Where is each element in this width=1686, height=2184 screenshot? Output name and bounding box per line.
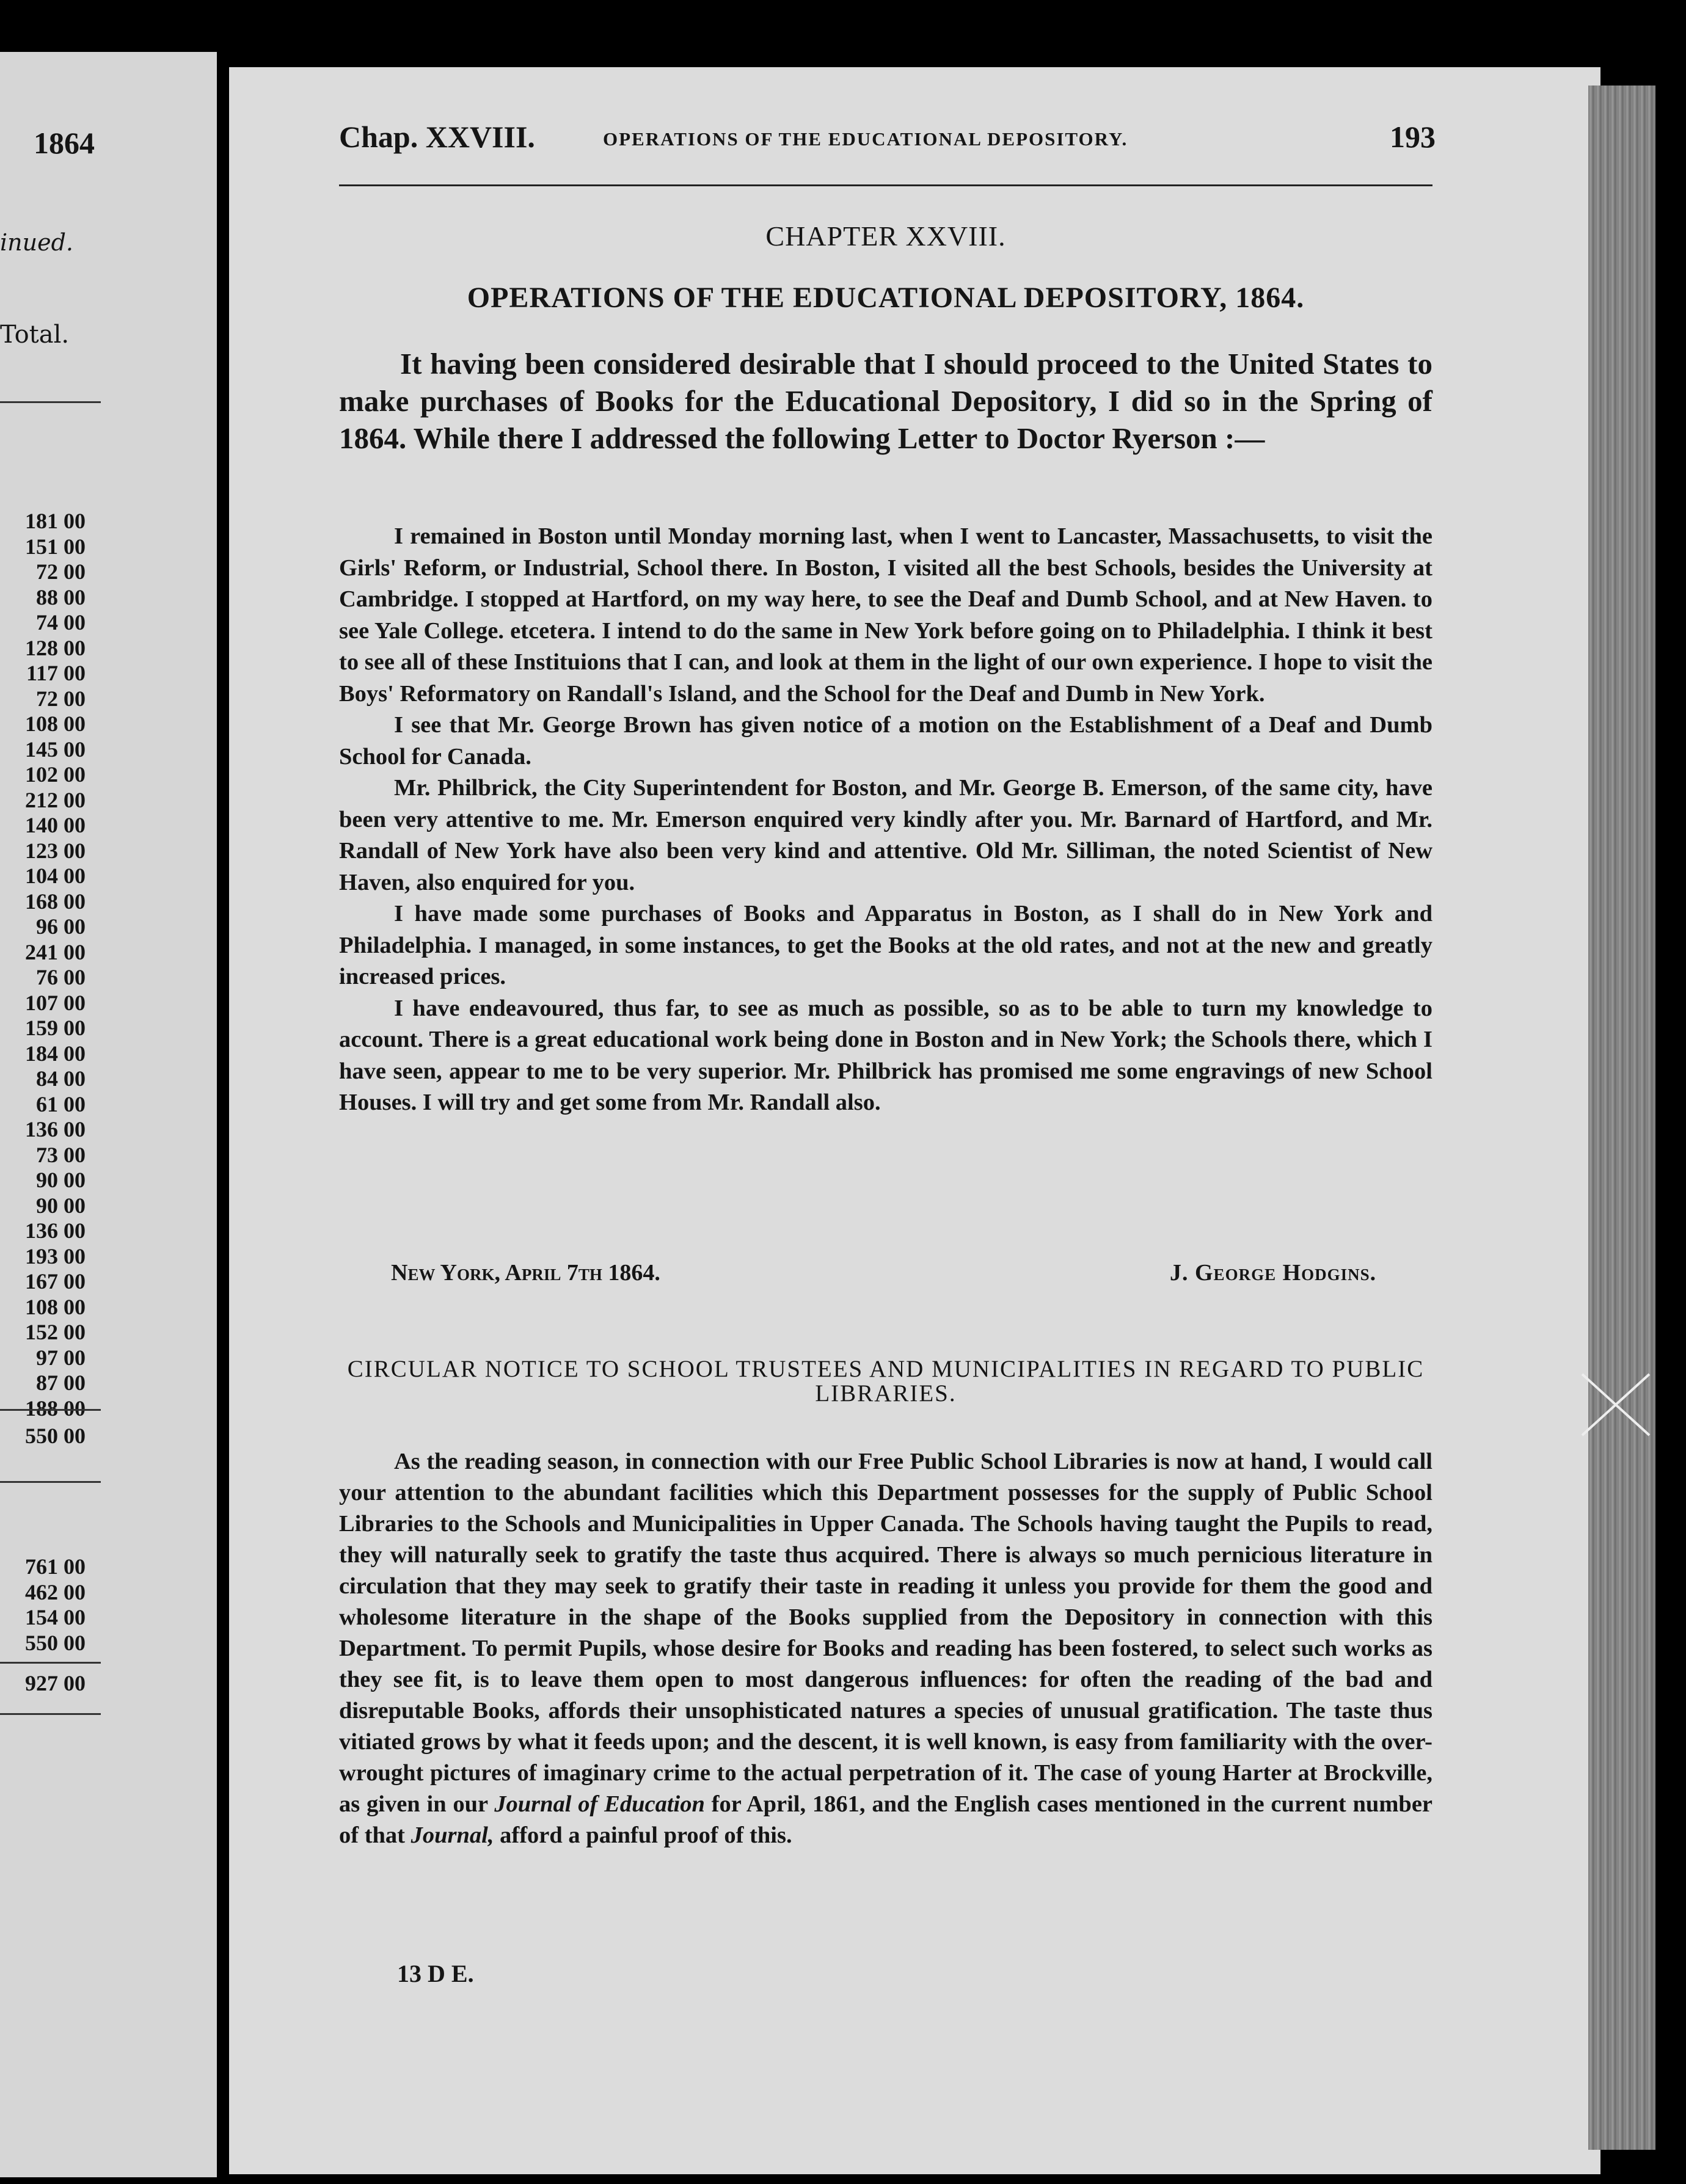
left-page-total-header: Total. bbox=[0, 321, 70, 349]
left-page-subtotal: 550 00 bbox=[25, 1424, 86, 1448]
left-page-number: 74 00 bbox=[36, 610, 86, 635]
book-gutter bbox=[217, 0, 229, 2184]
left-page-number: 462 00 bbox=[25, 1579, 86, 1604]
running-head bbox=[339, 119, 1439, 162]
left-page-number-column-2 bbox=[0, 1554, 86, 1656]
left-page-number: 184 00 bbox=[25, 1041, 86, 1066]
page-edges bbox=[1588, 86, 1655, 2150]
left-page-number: 84 00 bbox=[36, 1066, 86, 1091]
left-page-year: 1864 bbox=[34, 126, 95, 160]
left-page-number: 104 00 bbox=[25, 864, 86, 888]
left-page-number: 123 00 bbox=[25, 838, 86, 863]
left-page-number: 90 00 bbox=[36, 1193, 86, 1218]
left-page-number: 87 00 bbox=[36, 1370, 86, 1395]
header-rule bbox=[339, 184, 1432, 186]
section-title: OPERATIONS OF THE EDUCATIONAL DEPOSITORY, 1864. bbox=[467, 282, 1305, 314]
left-page-number-column bbox=[0, 509, 86, 1421]
left-page-number: 159 00 bbox=[25, 1016, 86, 1040]
circular-text-part1: As the reading season, in connection with our Free Public School Libraries is now at hand, I would call your attention to the abundant facilities which this Department possesses for the supply of Public School Libraries to the Schools and Municipalities in Upper Canada. The Schools having taught the Pupils to read, they will naturally seek to gratify the taste thus acquired. There is always so much pernicious literature in circulation that they may seek to gratify their taste in reading it unless you provide for them the good and wholesome literature in the shape of the Books supplied from the Depository in connection with this Department. To permit Pupils, whose desire for Books and reading has been fostered, to select such works as they see fit, is to leave them open to most dangerous influences: for often the reading of the bad and disreputable Books, affords their unsophisticated natures a species of unusual gratification. The taste thus vitiated grows by what it feeds upon; and the descent, it is well known, is easy from familiarity with the over-wrought pictures of imaginary crime to the actual perpetration of it. The case of young Harter at Brockville, as given in our bbox=[339, 1449, 1432, 1817]
journal-title-italic: Journal of Education bbox=[494, 1791, 705, 1817]
left-page-grand-total: 927 00 bbox=[25, 1671, 86, 1695]
left-page-number: 88 00 bbox=[36, 584, 86, 610]
letter-paragraph: I see that Mr. George Brown has given notice of a motion on the Establishment of a Deaf and Dumb School for Canada. bbox=[339, 712, 1432, 770]
left-page-number: 107 00 bbox=[25, 990, 86, 1015]
left-page-number: 167 00 bbox=[25, 1269, 86, 1294]
circular-text-part3: afford a painful proof of this. bbox=[494, 1822, 792, 1848]
left-facing-page bbox=[0, 52, 217, 2177]
left-page-number: 761 00 bbox=[25, 1554, 86, 1579]
circular-paragraph bbox=[339, 1446, 1432, 1851]
letter-paragraph: I have made some purchases of Books and Apparatus in Boston, as I shall do in New York and Philadelphia. I managed, in some instances, to get the Books at the old rates, and not at the new and greatly increased prices. bbox=[339, 901, 1432, 989]
left-page-rule bbox=[0, 1713, 101, 1715]
left-page-number: 550 00 bbox=[25, 1630, 86, 1655]
left-page-number: 128 00 bbox=[25, 635, 86, 660]
letter-paragraph: I have endeavoured, thus far, to see as much as possible, so as to be able to turn my knowledge to account. There is a great educational work being done in Boston and in New York; the Schools there, which I have seen, appear to me to be very superior. Mr. Philbrick has promised me some engravings of new School Houses. I will try and get some from Mr. Randall also. bbox=[339, 995, 1432, 1115]
left-page-number: 241 00 bbox=[25, 939, 86, 964]
left-page-number: 152 00 bbox=[25, 1320, 86, 1344]
letter-signature: J. George Hodgins. bbox=[1170, 1260, 1377, 1286]
page-corner-mark-icon bbox=[1576, 1368, 1655, 1441]
left-page-number: 72 00 bbox=[36, 686, 86, 711]
left-page-rule bbox=[0, 1409, 101, 1411]
running-head-chapter: Chap. XXVIII. bbox=[339, 120, 535, 154]
left-page-number: 136 00 bbox=[25, 1218, 86, 1243]
circular-title: CIRCULAR NOTICE TO SCHOOL TRUSTEES AND MUNICIPALITIES IN REGARD TO PUBLIC LIBRARIES. bbox=[347, 1356, 1425, 1407]
left-page-continued: inued. bbox=[0, 229, 73, 256]
left-page-number: 136 00 bbox=[25, 1117, 86, 1141]
left-page-number: 140 00 bbox=[25, 813, 86, 837]
left-page-number: 108 00 bbox=[25, 1294, 86, 1319]
left-page-number: 97 00 bbox=[36, 1345, 86, 1370]
left-page-number: 151 00 bbox=[25, 534, 86, 559]
left-page-number: 76 00 bbox=[36, 965, 86, 989]
left-page-rule bbox=[0, 1662, 101, 1664]
journal-title-italic-2: Journal, bbox=[411, 1822, 494, 1848]
running-head-title: OPERATIONS OF THE EDUCATIONAL DEPOSITORY. bbox=[603, 128, 1128, 150]
letter-paragraph: I remained in Boston until Monday morning last, when I went to Lancaster, Massachusetts, to visit the Girls' Reform, or Industrial, School there. In Boston, I visited all the best Schools, besides the University at Cambridge. I stopped at Hartford, on my way here, to see the Deaf and Dumb School, and at New Haven. to see Yale College. etcetera. I intend to do the same in New York before going on to Philadelphia. I think it best to see all of these Instituions that I can, and look at them in the light of our own experience. I hope to visit the Boys' Reformatory on Randall's Island, and the School for the Deaf and Dumb in New York. bbox=[339, 523, 1432, 707]
left-page-number: 181 00 bbox=[25, 509, 86, 533]
letter-place-date: New York, April 7th 1864. bbox=[391, 1260, 660, 1286]
left-page-number: 73 00 bbox=[36, 1142, 86, 1167]
page-number: 193 bbox=[1390, 120, 1436, 154]
left-page-number: 193 00 bbox=[25, 1243, 86, 1269]
left-page-number: 90 00 bbox=[36, 1168, 86, 1192]
lead-text: It having been considered desirable that I should proceed to the United States to make purchases of Books for the Educational Depository, I did so in the Spring of 1864. While there I addressed the following Letter to Doctor Ryerson :— bbox=[339, 347, 1432, 455]
letter-body bbox=[339, 521, 1432, 1119]
left-page-number: 145 00 bbox=[25, 737, 86, 762]
left-page-number: 96 00 bbox=[36, 914, 86, 939]
lead-paragraph bbox=[339, 345, 1432, 457]
circular-body bbox=[339, 1446, 1432, 1851]
letter-paragraph: Mr. Philbrick, the City Superintendent for Boston, and Mr. George B. Emerson, of the same city, have been very attentive to me. Mr. Emerson enquired very kindly after you. Mr. Barnard of Hartford, and Mr. Randall of New York have also been very kind and attentive. Old Mr. Silliman, the noted Scientist of New Haven, also enquired for you. bbox=[339, 775, 1432, 895]
left-page-number: 168 00 bbox=[25, 889, 86, 914]
left-page-number: 102 00 bbox=[25, 762, 86, 787]
left-page-number: 188 00 bbox=[25, 1396, 86, 1421]
left-page-number: 61 00 bbox=[36, 1091, 86, 1116]
chapter-title: CHAPTER XXVIII. bbox=[765, 220, 1006, 252]
printer-signature-mark: 13 D E. bbox=[397, 1960, 474, 1987]
left-page-number: 72 00 bbox=[36, 559, 86, 584]
left-page-number: 117 00 bbox=[26, 661, 86, 685]
left-page-number: 212 00 bbox=[25, 787, 86, 812]
left-page-rule bbox=[0, 1481, 101, 1483]
circular-text-part2: for April, 1861, and the English cases mentioned in the current number of that bbox=[339, 1791, 1433, 1848]
left-page-rule bbox=[0, 401, 101, 403]
left-page-number: 154 00 bbox=[25, 1605, 86, 1629]
left-page-number: 108 00 bbox=[25, 712, 86, 736]
